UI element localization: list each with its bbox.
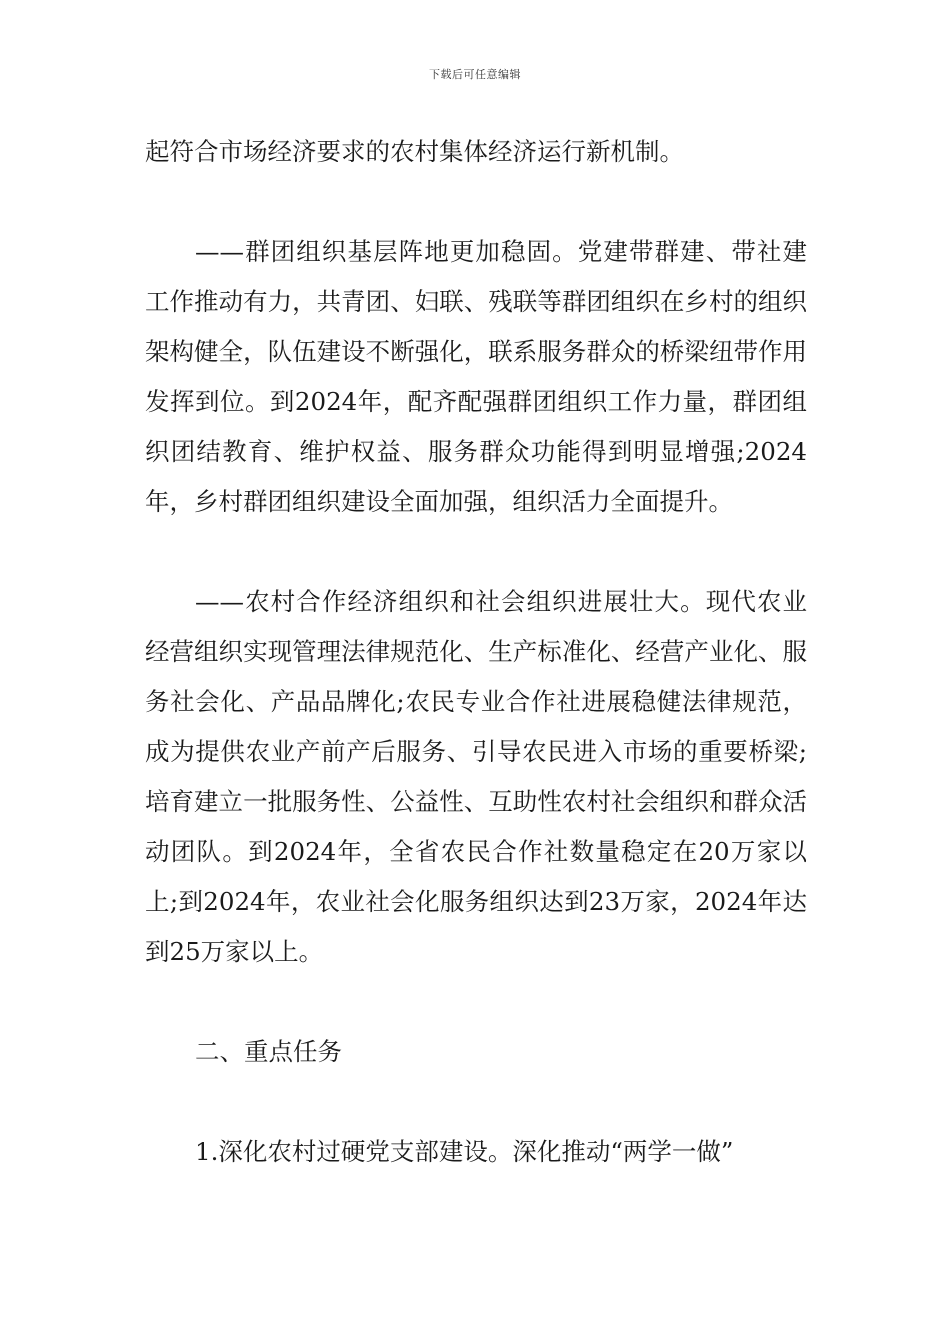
- paragraph-spacer: [145, 527, 807, 577]
- paragraph-continuation: 起符合市场经济要求的农村集体经济运行新机制。: [145, 137, 684, 166]
- paragraph-spacer: [145, 977, 807, 1027]
- document-body: [145, 127, 807, 1177]
- page-header: 下载后可任意编辑: [429, 68, 521, 81]
- section-heading-key-tasks: 二、重点任务: [195, 1037, 342, 1066]
- paragraph-task-1: 1.深化农村过硬党支部建设。深化推动“两学一做”: [195, 1137, 734, 1166]
- paragraph-mass-organizations: ——群团组织基层阵地更加稳固。党建带群建、带社建工作推动有力，共青团、妇联、残联等群团组织在乡村的组织架构健全，队伍建设不断强化，联系服务群众的桥梁纽带作用发挥到位。到2024年，配齐配强群团组织工作力量，群团组织团结教育、维护权益、服务群众功能得到明显增强;2024年，乡村群团组织建设全面加强，组织活力全面提升。: [145, 237, 807, 516]
- paragraph-cooperative-organizations: ——农村合作经济组织和社会组织进展壮大。现代农业经营组织实现管理法律规范化、生产标准化、经营产业化、服务社会化、产品品牌化;农民专业合作社进展稳健法律规范，成为提供农业产前产后服务、引导农民进入市场的重要桥梁;培育建立一批服务性、公益性、互助性农村社会组织和群众活动团队。到2024年，全省农民合作社数量稳定在20万家以上;到2024年，农业社会化服务组织达到23万家，2024年达到25万家以上。: [145, 587, 807, 966]
- paragraph-spacer: [145, 1077, 807, 1127]
- paragraph-spacer: [145, 177, 807, 227]
